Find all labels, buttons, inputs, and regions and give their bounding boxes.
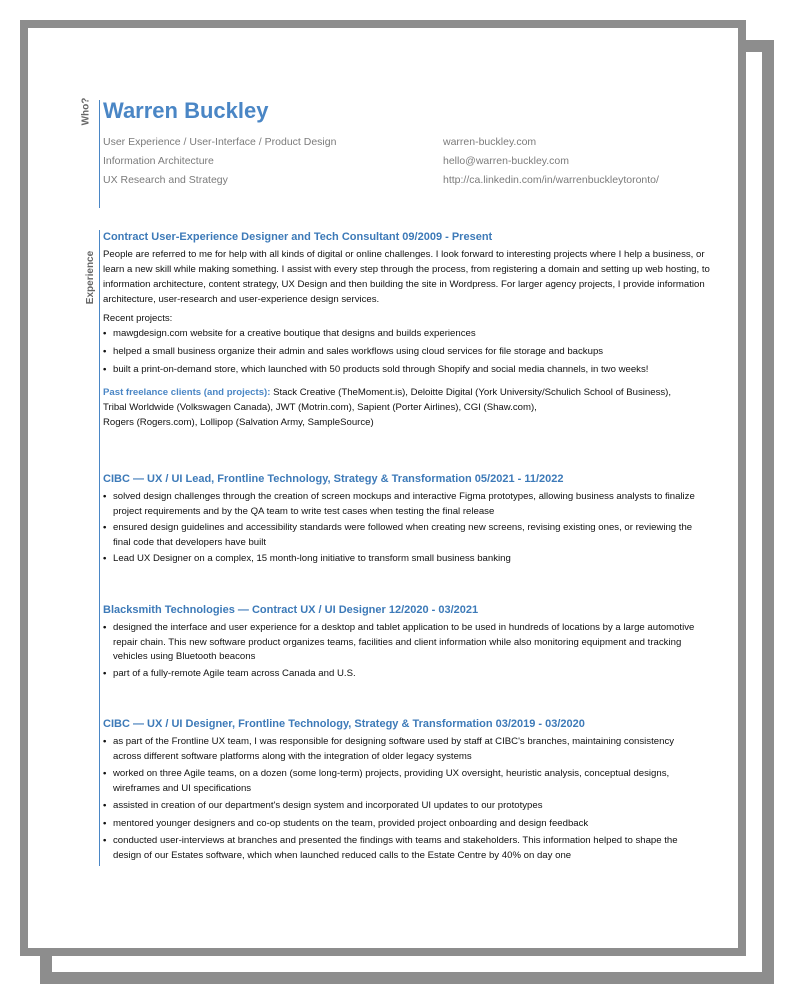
skill-line: UX Research and Strategy: [103, 174, 228, 186]
experience-section-label: Experience: [85, 250, 97, 305]
list-item: [103, 799, 703, 814]
resume-name: Warren Buckley: [103, 98, 269, 123]
past-clients-text: Rogers (Rogers.com), Lollipop (Salvation Army, SampleSource): [103, 417, 374, 428]
bullet-icon: •: [103, 328, 107, 339]
past-clients-text: Tribal Worldwide (Volkswagen Canada), JWT (Motrin.com), Sapient (Porter Airlines), CGI (Shaw.com),: [103, 402, 537, 413]
website-link[interactable]: warren-buckley.com: [443, 136, 537, 148]
skill-line: User Experience / User-Interface / Product Design: [103, 136, 337, 148]
bullet-icon: •: [103, 491, 107, 502]
bullet-icon: •: [103, 553, 107, 564]
list-item-text: as part of the Frontline UX team, I was responsible for designing software used by staff at CIBC's branches, maintaining consistency across different software platforms along with the integration of older legacy systems: [113, 736, 675, 762]
list-item-text: ensured design guidelines and accessibility standards were followed when creating new screens, revising existing ones, or reviewing the final code that developers have built: [113, 522, 693, 548]
list-item: [103, 667, 703, 682]
skill-line: Information Architecture: [103, 155, 214, 167]
list-item: [103, 767, 703, 796]
list-item: [103, 552, 703, 567]
list-item-text: assisted in creation of our department's design system and incorporated UI updates to our prototypes: [113, 800, 543, 811]
list-item-text: designed the interface and user experience for a desktop and tablet application to be used in hundreds of locations by a large automotive repair chain. This new software product organizes teams, facilities and client information while also monitoring equipment and tracking vehicles using Bluetooth beacons: [113, 622, 695, 662]
bullet-icon: •: [103, 817, 107, 829]
past-clients: [103, 385, 713, 430]
list-item: [103, 490, 703, 519]
list-item-text: mentored younger designers and co-op students on the team, provided project onboarding and design feedback: [113, 817, 589, 829]
list-item-text: mawgdesign.com website for a creative boutique that designs and builds experiences: [113, 328, 476, 339]
past-clients-text: Stack Creative (TheMoment.is), Deloitte Digital (York University/Schulich School of Business),: [270, 387, 672, 398]
job-title-cibc-designer: CIBC — UX / UI Designer, Frontline Technology, Strategy & Transformation 03/2019 - 03/2020: [103, 718, 585, 730]
email-link[interactable]: hello@warren-buckley.com: [443, 155, 570, 167]
list-item-text: helped a small business organize their admin and sales workflows using cloud services for file storage and backups: [113, 346, 604, 357]
bullet-icon: •: [103, 768, 107, 779]
who-section-rule: [99, 100, 100, 208]
experience-section-rule: [99, 230, 100, 866]
recent-projects-list: [103, 327, 703, 378]
list-item: [103, 834, 703, 863]
list-item: [103, 345, 703, 360]
list-item-text: part of a fully-remote Agile team across Canada and U.S.: [113, 667, 356, 679]
bullet-icon: •: [103, 346, 107, 357]
who-section-label: Who?: [80, 97, 92, 126]
list-item: [103, 621, 703, 665]
job-title-cibc-lead: CIBC — UX / UI Lead, Frontline Technology, Strategy & Transformation 05/2021 - 11/2022: [103, 473, 564, 485]
bullet-icon: •: [103, 667, 107, 679]
job-title-blacksmith: Blacksmith Technologies — Contract UX / UI Designer 12/2020 - 03/2021: [103, 604, 479, 616]
contract-description: People are referred to me for help with all kinds of digital or online challenges. I look forward to interesting projects where I help a business, or learn a new skill while making something. I assist with every step through the process, from registering a domain and setting up web hosting, to information architecture, content strategy, UX Design and then building the site in Wordpress. For larger agency projects, I provide information architecture, user-research and user-experience design services.: [103, 249, 710, 305]
linkedin-link[interactable]: http://ca.linkedin.com/in/warrenbuckleytoronto/: [443, 174, 659, 186]
list-item: [103, 817, 703, 832]
bullet-icon: •: [103, 622, 107, 633]
bullet-icon: •: [103, 364, 107, 375]
job-title-contract: Contract User-Experience Designer and Tech Consultant 09/2009 - Present: [103, 231, 493, 243]
list-item: [103, 735, 703, 764]
list-item: [103, 363, 703, 378]
bullet-icon: •: [103, 800, 107, 811]
recent-projects-label: Recent projects:: [103, 313, 173, 324]
list-item-text: conducted user-interviews at branches and presented the findings with teams and stakeholders. This information helped to shape the design of our Estates software, which when launched reduced calls to the Estate Centre by 40% on day one: [113, 835, 678, 861]
bullet-icon: •: [103, 736, 107, 747]
list-item-text: worked on three Agile teams, on a dozen (some long-term) projects, providing UX oversight, heuristic analysis, conceptual designs, wireframes and UI specifications: [113, 768, 670, 794]
list-item: [103, 521, 703, 550]
cibc-designer-bullets: [103, 735, 703, 863]
resume-page: [20, 20, 746, 956]
cibc-lead-bullets: [103, 490, 703, 567]
bullet-icon: •: [103, 835, 107, 846]
bullet-icon: •: [103, 522, 107, 533]
list-item-text: Lead UX Designer on a complex, 15 month-long initiative to transform small business banking: [113, 553, 511, 564]
blacksmith-bullets: [103, 621, 703, 681]
list-item: [103, 327, 703, 342]
list-item-text: solved design challenges through the creation of screen mockups and interactive Figma prototypes, allowing business analysts to finalize project requirements and by the QA team to write test cases when testing the final release: [113, 491, 695, 517]
list-item-text: built a print-on-demand store, which launched with 50 products sold through Shopify and social media channels, in two weeks!: [113, 364, 649, 375]
past-clients-label: Past freelance clients (and projects):: [103, 387, 271, 398]
